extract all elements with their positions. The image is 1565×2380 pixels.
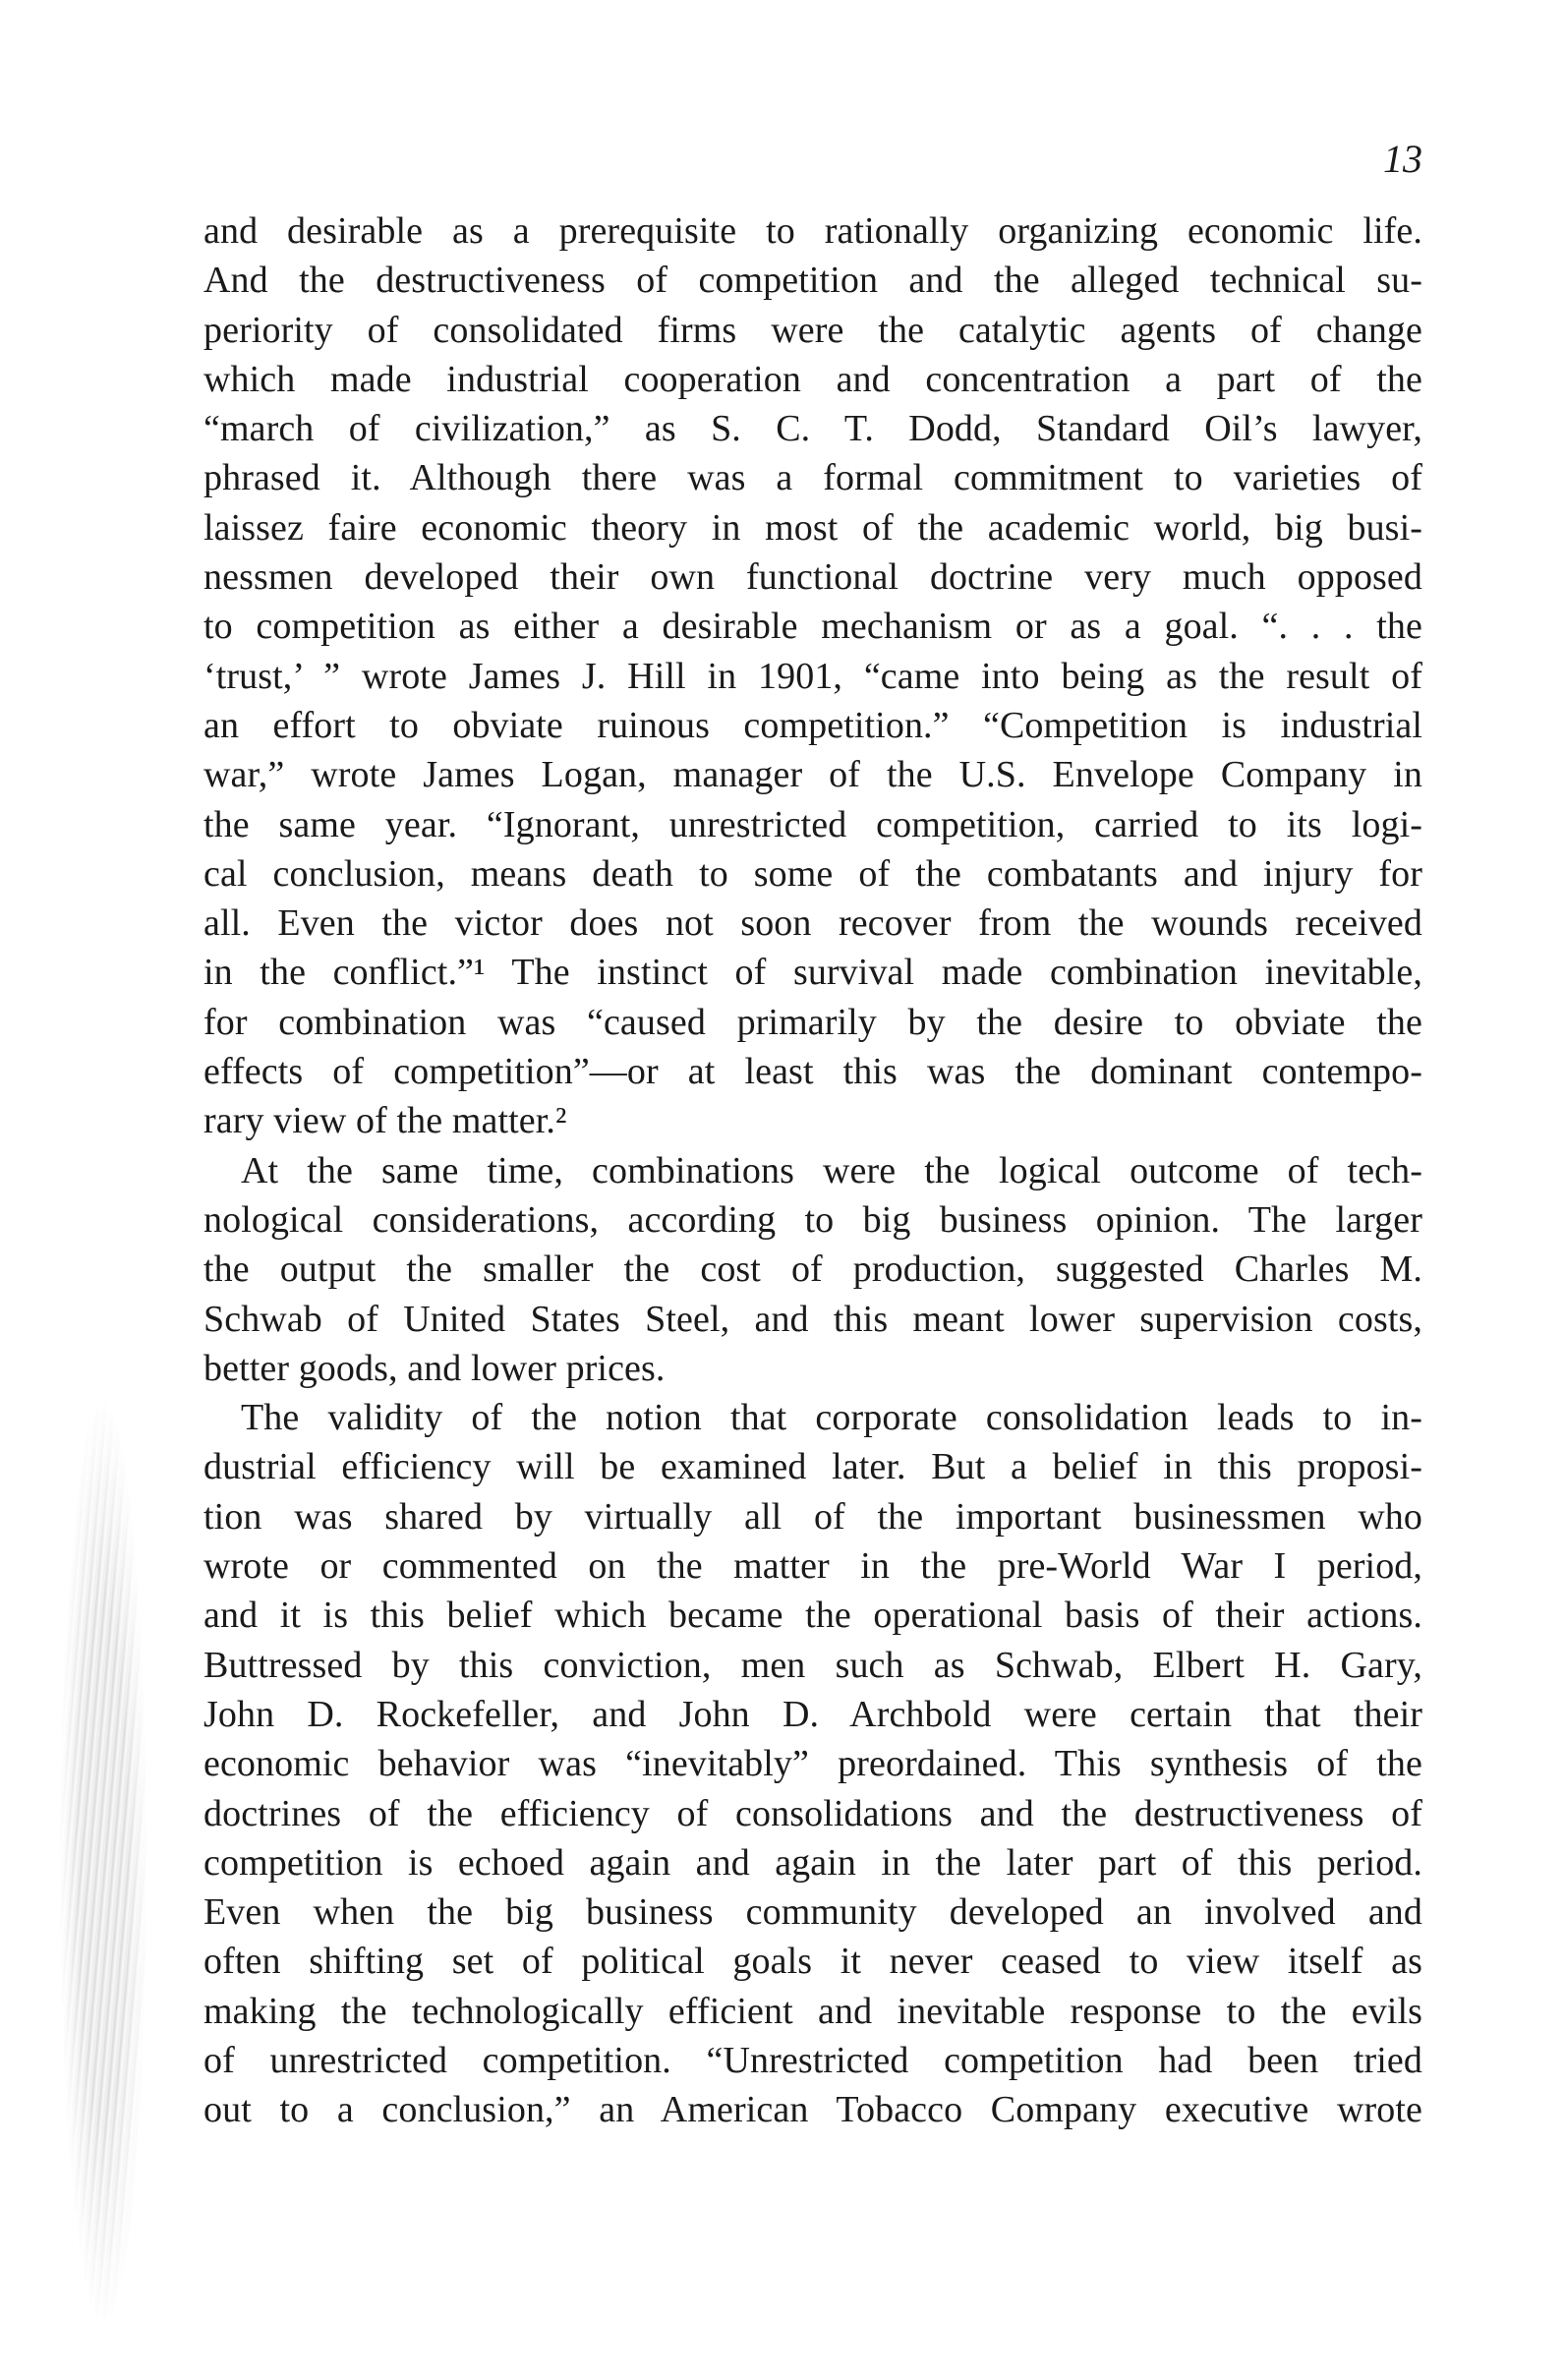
text-line: nessmen developed their own functional doctrine very much opposed [203,556,1422,599]
text-line: better goods, and lower prices. [203,1347,666,1389]
scan-gutter-shadow [49,1396,147,2330]
text-line: for combination was “caused primarily by the desire to obviate the [203,1001,1422,1043]
text-line: which made industrial cooperation and concentration a part of the [203,358,1422,400]
text-line: economic behavior was “inevitably” preordained. This synthesis of the [203,1743,1422,1785]
text-line: wrote or commented on the matter in the pre-World War I period, [203,1545,1422,1588]
text-line: to competition as either a desirable mechanism or as a goal. “. . . the [203,606,1422,648]
paragraph-3 [203,1393,1422,2134]
text-line: phrased it. Although there was a formal commitment to varieties of [203,457,1422,499]
text-line: “march of civilization,” as S. C. T. Dodd, Standard Oil’s lawyer, [203,408,1422,450]
text-line: Even when the big business community developed an involved and [203,1891,1422,1934]
text-line: making the technologically efficient and inevitable response to the evils [203,1990,1422,2032]
text-line: At the same time, combinations were the logical outcome of tech- [241,1149,1422,1191]
text-line: dustrial efficiency will be examined later. But a belief in this proposi- [203,1446,1422,1488]
text-line: John D. Rockefeller, and John D. Archbold were certain that their [203,1693,1422,1735]
paragraph-1 [203,206,1422,1146]
text-line: competition is echoed again and again in the later part of this period. [203,1841,1422,1884]
text-line: The validity of the notion that corporate consolidation leads to in- [241,1397,1422,1439]
text-line: of unrestricted competition. “Unrestricted competition had been tried [203,2039,1422,2081]
text-line: the output the smaller the cost of production, suggested Charles M. [203,1248,1422,1291]
text-line: ‘trust,’ ” wrote James J. Hill in 1901, “came into being as the result of [203,655,1422,697]
text-line: effects of competition”—or at least this was the dominant contempo- [203,1051,1422,1093]
text-line: war,” wrote James Logan, manager of the U.S. Envelope Company in [203,754,1422,796]
text-line: in the conflict.”¹ The instinct of survival made combination inevitable, [203,952,1422,994]
text-line: periority of consolidated firms were the catalytic agents of change [203,309,1422,351]
text-line: And the destructiveness of competition and the alleged technical su- [203,260,1422,302]
text-line: Buttressed by this conviction, men such as Schwab, Elbert H. Gary, [203,1644,1422,1686]
text-line: and it is this belief which became the operational basis of their actions. [203,1595,1422,1637]
paragraph-2 [203,1146,1422,1393]
text-line: nological considerations, according to big business opinion. The larger [203,1198,1422,1241]
text-line: tion was shared by virtually all of the important businessmen who [203,1495,1422,1538]
text-line: Schwab of United States Steel, and this meant lower supervision costs, [203,1298,1422,1340]
text-line: laissez faire economic theory in most of the academic world, big busi- [203,506,1422,549]
text-line: an effort to obviate ruinous competition.” “Competition is industrial [203,704,1422,746]
body-text [203,206,1422,2135]
text-line: the same year. “Ignorant, unrestricted competition, carried to its logi- [203,803,1422,845]
text-line: out to a conclusion,” an American Tobacco Company executive wrote [203,2089,1422,2131]
text-line: rary view of the matter.² [203,1100,567,1142]
text-line: cal conclusion, means death to some of the combatants and injury for [203,852,1422,895]
page-number: 13 [1383,137,1422,181]
text-line: all. Even the victor does not soon recover from the wounds received [203,902,1422,945]
text-line: doctrines of the efficiency of consolidations and the destructiveness of [203,1792,1422,1834]
text-line: and desirable as a prerequisite to rationally organizing economic life. [203,210,1422,252]
text-line: often shifting set of political goals it never ceased to view itself as [203,1941,1422,1983]
